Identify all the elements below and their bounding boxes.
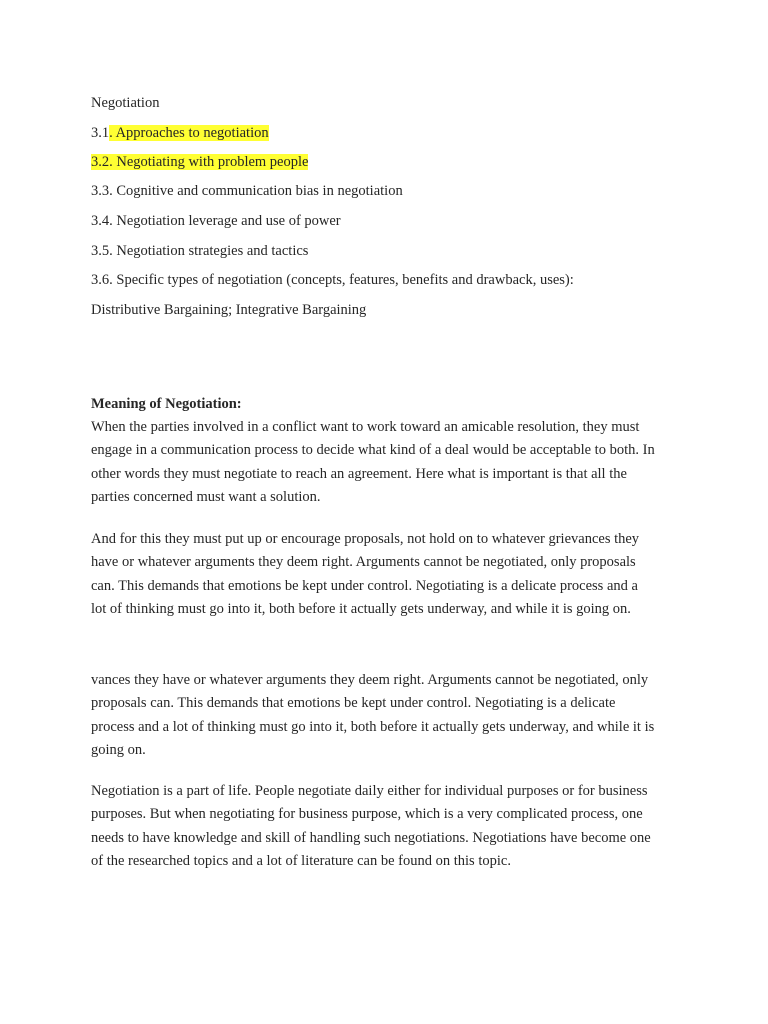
toc-highlight [91, 154, 308, 170]
paragraph-line: engage in a communication process to decide what kind of a deal would be acceptable to both. In [91, 442, 655, 459]
paragraph-line: going on. [91, 741, 146, 758]
toc-text: Cognitive and communication bias in negotiation [116, 183, 403, 199]
toc-number: 3.2. [91, 154, 113, 170]
toc-item-3-5 [91, 242, 308, 260]
toc-item-3-2 [91, 153, 308, 171]
document-title: Negotiation [91, 95, 160, 111]
paragraph-line: And for this they must put up or encourage proposals, not hold on to whatever grievances they [91, 531, 640, 547]
paragraph-line: of the researched topics and a lot of literature can be found on this topic. [91, 852, 511, 869]
paragraph-line: have or whatever arguments they deem right. Arguments cannot be negotiated, only proposals [91, 554, 636, 571]
paragraph-line: vances they have or whatever arguments they deem right. Arguments cannot be negotiated, only [91, 672, 649, 688]
toc-text: Approaches to negotiation [115, 125, 269, 141]
toc-item-3-1 [91, 124, 269, 142]
paragraph-proposals [91, 528, 691, 621]
paragraph-line: can. This demands that emotions be kept under control. Negotiating is a delicate process and a [91, 577, 638, 594]
toc-text: Negotiating with problem people [116, 154, 309, 170]
toc-item-3-3 [91, 182, 403, 200]
paragraph-line: purposes. But when negotiating for business purpose, which is a very complicated process, one [91, 806, 643, 823]
paragraph-meaning [91, 416, 691, 509]
toc-text: Specific types of negotiation (concepts, features, benefits and drawback, uses): [116, 272, 574, 288]
toc-highlight [109, 125, 268, 141]
toc-text: Negotiation strategies and tactics [116, 243, 309, 259]
toc-number: 3.1 [91, 125, 110, 141]
toc-number: 3.6. [91, 272, 113, 288]
toc-separator: . [109, 125, 116, 141]
paragraph-repeated-fragment [91, 669, 691, 762]
toc-number: 3.5. [91, 243, 113, 259]
paragraph-line: Negotiation is a part of life. People negotiate daily either for individual purposes or for business [91, 783, 648, 799]
toc-text: Negotiation leverage and use of power [116, 213, 341, 229]
paragraph-line: When the parties involved in a conflict want to work toward an amicable resolution, they must [91, 419, 640, 435]
bargaining-types-line: Distributive Bargaining; Integrative Bargaining [91, 302, 367, 318]
paragraph-line: needs to have knowledge and skill of handling such negotiations. Negotiations have become one [91, 829, 651, 846]
paragraph-line: proposals can. This demands that emotions be kept under control. Negotiating is a delicate [91, 695, 616, 712]
toc-item-3-6 [91, 271, 574, 289]
paragraph-line: parties concerned must want a solution. [91, 488, 321, 505]
paragraph-line: other words they must negotiate to reach an agreement. Here what is important is that all the [91, 465, 627, 482]
toc-item-3-4 [91, 212, 341, 230]
toc-number: 3.4. [91, 213, 113, 229]
section-heading: Meaning of Negotiation: [91, 396, 242, 412]
paragraph-line: process and a lot of thinking must go into it, both before it actually gets underway, and while it is [91, 718, 655, 735]
toc-number: 3.3. [91, 183, 113, 199]
paragraph-part-of-life [91, 780, 691, 873]
paragraph-line: lot of thinking must go into it, both before it actually gets underway, and while it is going on. [91, 600, 631, 617]
